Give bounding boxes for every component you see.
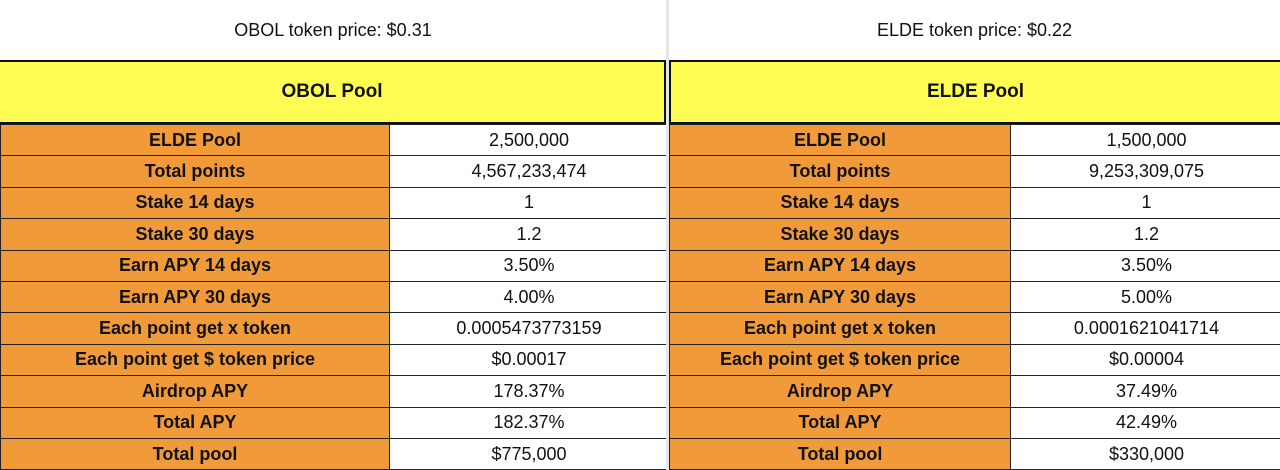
row-label-cell[interactable]: Total points (670, 156, 1011, 187)
row-label-cell[interactable]: Airdrop APY (1, 376, 390, 407)
row-value-cell[interactable]: 1,500,000 (1011, 125, 1280, 156)
table-row (1, 250, 669, 281)
row-label-cell[interactable]: Earn APY 30 days (670, 281, 1011, 312)
table-row (670, 219, 1280, 250)
obol-pool-table (0, 124, 669, 470)
table-row (1, 344, 669, 375)
row-label-cell[interactable]: Stake 30 days (670, 219, 1011, 250)
table-row (670, 407, 1280, 438)
row-label-cell[interactable]: ELDE Pool (670, 125, 1011, 156)
row-label-cell[interactable]: Total pool (1, 438, 390, 469)
row-label-cell[interactable]: Each point get x token (1, 313, 390, 344)
table-row (1, 407, 669, 438)
row-value-cell[interactable]: 1 (1011, 187, 1280, 218)
table-row (670, 376, 1280, 407)
table-row (670, 281, 1280, 312)
row-value-cell[interactable]: 4,567,233,474 (390, 156, 669, 187)
row-value-cell[interactable]: $330,000 (1011, 438, 1280, 469)
table-row (670, 187, 1280, 218)
table-row (670, 313, 1280, 344)
row-label-cell[interactable]: Stake 30 days (1, 219, 390, 250)
row-value-cell[interactable]: 4.00% (390, 281, 669, 312)
row-value-cell[interactable]: 1.2 (390, 219, 669, 250)
elde-pool-header[interactable]: ELDE Pool (669, 60, 1280, 124)
row-value-cell[interactable]: 1 (390, 187, 669, 218)
row-value-cell[interactable]: $775,000 (390, 438, 669, 469)
table-row (1, 438, 669, 469)
row-value-cell[interactable]: 1.2 (1011, 219, 1280, 250)
table-row (1, 313, 669, 344)
elde-pool-panel (669, 0, 1280, 470)
row-label-cell[interactable]: Total APY (1, 407, 390, 438)
row-label-cell[interactable]: Stake 14 days (1, 187, 390, 218)
row-label-cell[interactable]: Each point get x token (670, 313, 1011, 344)
row-value-cell[interactable]: $0.00004 (1011, 344, 1280, 375)
obol-token-price[interactable]: OBOL token price: $0.31 (234, 20, 432, 40)
table-row (670, 250, 1280, 281)
row-value-cell[interactable]: 5.00% (1011, 281, 1280, 312)
row-value-cell[interactable]: 3.50% (390, 250, 669, 281)
row-value-cell[interactable]: 178.37% (390, 376, 669, 407)
table-row (1, 156, 669, 187)
row-value-cell[interactable]: 37.49% (1011, 376, 1280, 407)
row-value-cell[interactable]: 0.0005473773159 (390, 313, 669, 344)
table-row (670, 156, 1280, 187)
table-row (1, 187, 669, 218)
elde-token-price[interactable]: ELDE token price: $0.22 (876, 20, 1073, 40)
row-value-cell[interactable]: 0.0001621041714 (1011, 313, 1280, 344)
table-row (670, 344, 1280, 375)
row-label-cell[interactable]: ELDE Pool (1, 125, 390, 156)
table-row (670, 125, 1280, 156)
row-label-cell[interactable]: Each point get $ token price (1, 344, 390, 375)
row-value-cell[interactable]: $0.00017 (390, 344, 669, 375)
table-row (670, 438, 1280, 469)
row-label-cell[interactable]: Total points (1, 156, 390, 187)
row-value-cell[interactable]: 2,500,000 (390, 125, 669, 156)
row-value-cell[interactable]: 42.49% (1011, 407, 1280, 438)
row-label-cell[interactable]: Total APY (670, 407, 1011, 438)
elde-pool-table (669, 124, 1280, 470)
row-label-cell[interactable]: Total pool (670, 438, 1011, 469)
obol-pool-header[interactable]: OBOL Pool (0, 60, 666, 124)
row-label-cell[interactable]: Stake 14 days (670, 187, 1011, 218)
row-label-cell[interactable]: Each point get $ token price (670, 344, 1011, 375)
table-row (1, 281, 669, 312)
row-label-cell[interactable]: Earn APY 14 days (670, 250, 1011, 281)
table-row (1, 125, 669, 156)
row-label-cell[interactable]: Earn APY 14 days (1, 250, 390, 281)
row-value-cell[interactable]: 182.37% (390, 407, 669, 438)
row-value-cell[interactable]: 9,253,309,075 (1011, 156, 1280, 187)
row-label-cell[interactable]: Earn APY 30 days (1, 281, 390, 312)
row-value-cell[interactable]: 3.50% (1011, 250, 1280, 281)
table-row (1, 219, 669, 250)
row-label-cell[interactable]: Airdrop APY (670, 376, 1011, 407)
table-row (1, 376, 669, 407)
